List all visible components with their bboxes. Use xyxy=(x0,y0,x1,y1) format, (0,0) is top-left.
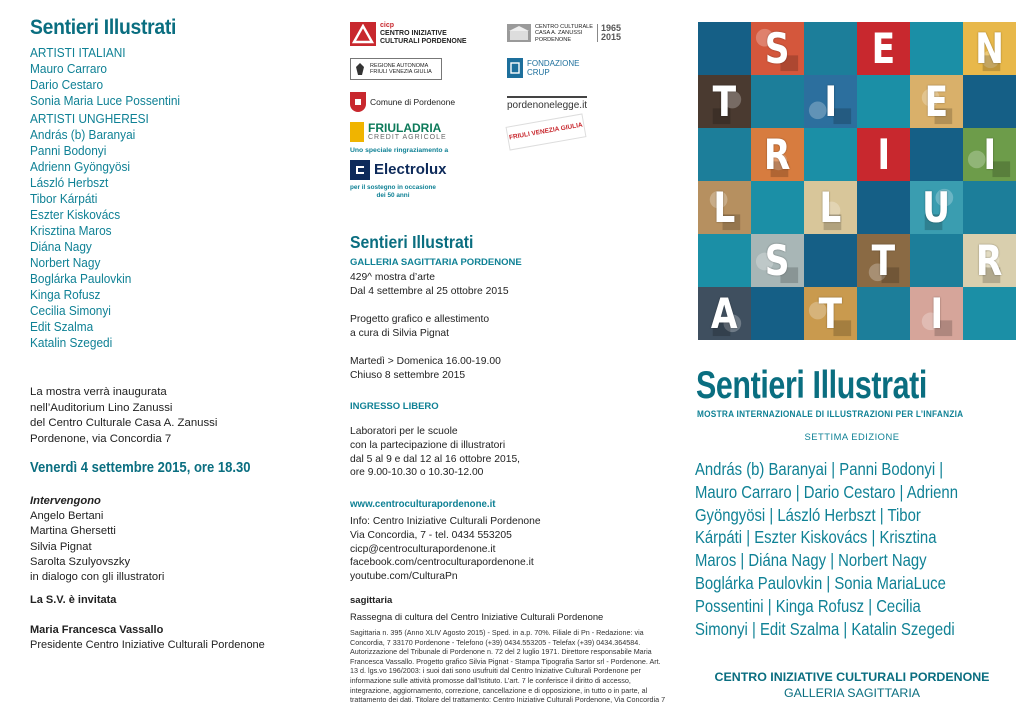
hungarian-artist: Adrienn Gyöngyösi xyxy=(30,160,131,174)
hungarian-artist: Krisztina Maros xyxy=(30,224,112,238)
sagittaria-description: Rassegna di cultura del Centro Iniziative Culturali Pordenone xyxy=(350,611,604,622)
crup-mark-icon xyxy=(507,58,523,78)
grid-letter-tile xyxy=(751,128,804,181)
grid-letter-tile xyxy=(857,234,910,287)
inauguration-text xyxy=(30,385,217,447)
grid-letter: S xyxy=(765,235,790,285)
fondazione-text: FONDAZIONE xyxy=(527,59,580,68)
italian-heading: ARTISTI ITALIANI xyxy=(30,46,126,60)
workshop-line: con la partecipazione di illustratori xyxy=(350,439,506,451)
speaker: Martina Ghersetti xyxy=(30,525,116,538)
grid-tile xyxy=(804,234,857,287)
casa-zanussi-text: CENTRO CULTURALE xyxy=(535,24,594,30)
artist-line: Kárpáti | Eszter Kiskovács | Krisztina xyxy=(695,527,937,548)
grid-tile xyxy=(910,234,963,287)
facebook-link[interactable]: facebook.com/centroculturapordenone.it xyxy=(350,557,534,569)
grid-tile xyxy=(698,234,751,287)
grid-letter: I xyxy=(930,288,943,338)
grid-tile xyxy=(751,75,804,128)
friuladria-mark-icon xyxy=(350,122,364,142)
inauguration-line: nell’Auditorium Lino Zanussi xyxy=(30,401,173,414)
grid-letter: I xyxy=(824,76,837,126)
grid-letter: T xyxy=(871,235,896,285)
grid-letter: T xyxy=(712,76,737,126)
hungarian-artist: Kinga Rofusz xyxy=(30,288,101,302)
youtube-link[interactable]: youtube.com/CulturaPn xyxy=(350,571,458,583)
hungarian-artist: Katalin Szegedi xyxy=(30,336,113,350)
speaker: Angelo Bertani xyxy=(30,510,104,523)
signatory-block xyxy=(30,623,265,653)
cover-subtitle: MOSTRA INTERNAZIONALE DI ILLUSTRAZIONI PER L’INFANZIA xyxy=(697,409,964,420)
grid-letter: N xyxy=(975,23,1004,73)
grid-letter: I xyxy=(983,129,996,179)
casa-zanussi-logo xyxy=(507,24,621,43)
electrolux-note-text: per il sostegno in occasione xyxy=(350,184,436,191)
inauguration-line: del Centro Culturale Casa A. Zanussi xyxy=(30,417,218,430)
grid-letter: R xyxy=(976,235,1003,285)
hungarian-artist: Boglárka Paulovkin xyxy=(30,272,132,286)
edition-label: SETTIMA EDIZIONE xyxy=(804,431,900,442)
grid-tile xyxy=(857,287,910,340)
design-line: a cura di Silvia Pignat xyxy=(350,327,450,339)
artist-line: András (b) Baranyai | Panni Bodonyi | xyxy=(695,459,944,479)
regione-text: REGIONE AUTONOMA xyxy=(370,62,429,69)
workshop-line: dal 5 al 9 e dal 12 al 16 ottobre 2015, xyxy=(350,453,521,465)
grid-letter: E xyxy=(871,23,896,73)
artist-line: Mauro Carraro | Dario Cestaro | Adrienn xyxy=(695,481,958,502)
grid-letter-tile xyxy=(698,181,751,234)
info-line: Via Concordia, 7 - tel. 0434 553205 xyxy=(350,529,512,541)
inauguration-line: La mostra verrà inaugurata xyxy=(30,386,167,398)
email-link[interactable]: cicp@centroculturapordenone.it xyxy=(350,543,496,555)
grid-tile xyxy=(910,22,963,75)
artist-line: Boglárka Paulovkin | Sonia MariaLuce xyxy=(695,572,946,593)
hungarian-artist: László Herbszt xyxy=(30,176,109,190)
anniversary-year: 2015 xyxy=(601,32,622,43)
electrolux-logo xyxy=(350,160,447,180)
hungarian-artist: Norbert Nagy xyxy=(30,256,101,270)
friuladria-logo xyxy=(350,122,447,142)
grid-letter-tile xyxy=(910,287,963,340)
grid-tile xyxy=(751,287,804,340)
grid-letter-tile xyxy=(698,287,751,340)
artist-line: Gyöngyösi | László Herbszt | Tibor xyxy=(695,504,921,525)
hungarian-artist: Panni Bodonyi xyxy=(30,144,107,158)
casa-zanussi-text: PORDENONE xyxy=(535,36,572,43)
electrolux-note xyxy=(350,184,436,199)
speaker: Silvia Pignat xyxy=(30,540,92,553)
hungarian-artist: Eszter Kiskovács xyxy=(30,208,121,222)
grid-tile xyxy=(963,287,1016,340)
grid-letter-tile xyxy=(963,128,1016,181)
sagittaria-label: sagittaria xyxy=(350,595,393,606)
grid-letter: I xyxy=(877,129,890,179)
friuladria-sub: CREDIT AGRICOLE xyxy=(368,133,447,141)
grid-tile xyxy=(751,181,804,234)
cover-artists xyxy=(695,458,1023,640)
grid-tile xyxy=(698,128,751,181)
exhibition-line: Dal 4 settembre al 25 ottobre 2015 xyxy=(350,285,509,297)
grid-letter-tile xyxy=(910,181,963,234)
grid-tile xyxy=(963,75,1016,128)
grid-tile xyxy=(910,128,963,181)
organizer-gallery: GALLERIA SAGITTARIA xyxy=(783,686,921,700)
thanks-text: Uno speciale ringraziamento a xyxy=(350,147,449,154)
cicp-mark-icon xyxy=(350,22,376,46)
grid-letter-tile xyxy=(804,287,857,340)
regione-logo xyxy=(350,58,442,80)
friuladria-text: FRIULADRIA xyxy=(368,120,442,135)
title-letter-grid xyxy=(698,22,1016,338)
grid-tile xyxy=(804,22,857,75)
anniversary-year: 1965 xyxy=(601,23,622,34)
workshop-line: Laboratori per le scuole xyxy=(350,426,458,437)
grid-letter-tile xyxy=(751,234,804,287)
artist-line: Maros | Diána Nagy | Norbert Nagy xyxy=(695,550,927,571)
hours-line: Martedì > Domenica 16.00-19.00 xyxy=(350,356,501,367)
grid-letter-tile xyxy=(698,75,751,128)
legal-text: Sagittaria n. 395 (Anno XLIV Agosto 2015) - Sped. in a.p. 70%. Filiale di Pn - Redazione: via Concordia, 7 33170 Pordenone - Telefono (+39) 0434.553205 - Telefax (+39) 0434.364584. Autorizzazione del Tribunale di Pordenone n. 72 del 2 luglio 1971. Direttore responsabile Maria Francesca Vassallo. Progetto grafico Silvia Pignat - Stampa Tipografia Sartor srl - Pordenone. Art. 13 d. lgs.vo 196/2003: i suoi dati sono usufruiti dal Centro Iniziative Culturali Pordenone per informazione sulle attività promosse dall’Istituto. L’art. 7 le conferisce il diritto di accesso, integrazione, aggiornamento, correzione, cancellazione e di opposizione, in tutto o in parte, al trattamento dei dati. Titolare del trattamento: Centro Iniziative Culturali Pordenone, Via Concordia 7 xyxy=(350,628,666,705)
website-link[interactable]: www.centroculturapordenone.it xyxy=(350,499,496,510)
grid-letter-tile xyxy=(857,128,910,181)
hungarian-artist: Diána Nagy xyxy=(30,240,92,254)
info-line: Info: Centro Iniziative Culturali Pordenone xyxy=(350,516,541,527)
italian-artist: Dario Cestaro xyxy=(30,78,104,92)
artist-line: Possentini | Kinga Rofusz | Cecilia xyxy=(695,595,921,616)
hungarian-artist: András (b) Baranyai xyxy=(30,128,136,142)
signatory-role: Presidente Centro Iniziative Culturali Pordenone xyxy=(30,639,265,651)
middle-panel xyxy=(350,0,680,725)
comune-text: Comune di Pordenone xyxy=(370,97,456,107)
cicp-text: CULTURALI PORDENONE xyxy=(380,38,467,45)
thanks-note xyxy=(350,147,448,155)
grid-tile xyxy=(857,181,910,234)
gallery-name: GALLERIA SAGITTARIA PORDENONE xyxy=(350,257,522,268)
fvg-logo xyxy=(507,120,585,144)
grid-letter: S xyxy=(765,23,790,73)
grid-tile xyxy=(963,181,1016,234)
cover-title: Sentieri Illustrati xyxy=(696,364,927,407)
fondazione-crup-logo xyxy=(507,58,579,78)
electrolux-text: Electrolux xyxy=(374,161,447,178)
grid-tile xyxy=(857,75,910,128)
free-entry: INGRESSO LIBERO xyxy=(350,401,439,412)
electrolux-mark-icon xyxy=(350,160,370,180)
grid-letter: L xyxy=(819,182,842,232)
grid-letter-tile xyxy=(804,75,857,128)
shield-icon xyxy=(350,92,366,112)
speakers-label: Intervengono xyxy=(30,495,101,507)
right-panel xyxy=(680,0,1024,725)
organizer-name: CENTRO INIZIATIVE CULTURALI PORDENONE xyxy=(714,670,990,684)
grid-letter-tile xyxy=(804,181,857,234)
hours-line: Chiuso 8 settembre 2015 xyxy=(350,369,466,381)
cicp-text: cicp xyxy=(380,22,395,29)
speakers-block xyxy=(30,494,164,585)
speaker: in dialogo con gli illustratori xyxy=(30,571,165,584)
design-line: Progetto grafico e allestimento xyxy=(350,314,490,325)
eagle-icon xyxy=(354,62,366,76)
fvg-text: FRIULI VENEZIA GIULIA xyxy=(506,113,587,150)
building-icon xyxy=(507,24,531,42)
italian-artist: Sonia Maria Luce Possentini xyxy=(30,94,181,108)
grid-letter-tile xyxy=(910,75,963,128)
italian-artist: Mauro Carraro xyxy=(30,62,107,76)
comune-logo xyxy=(350,92,455,112)
hungarian-artist: Tibor Kárpáti xyxy=(30,192,98,206)
casa-zanussi-text: CASA A. ZANUSSI xyxy=(535,30,583,37)
opening-hours xyxy=(350,355,501,383)
middle-title: Sentieri Illustrati xyxy=(350,232,474,252)
workshops xyxy=(350,425,520,480)
invitation-note: La S.V. è invitata xyxy=(30,594,117,606)
grid-tile xyxy=(698,22,751,75)
hungarian-artist: Edit Szalma xyxy=(30,320,94,334)
design-credit xyxy=(350,313,489,341)
grid-letter: T xyxy=(818,288,843,338)
exhibition-dates xyxy=(350,271,509,299)
grid-letter-tile xyxy=(963,22,1016,75)
cicp-text: CENTRO INIZIATIVE xyxy=(380,30,447,37)
regione-text: FRIULI VENEZIA GIULIA xyxy=(370,69,432,75)
speaker: Sarolta Szulyovszky xyxy=(30,555,131,568)
grid-letter-tile xyxy=(751,22,804,75)
workshop-line: ore 9.00-10.30 o 10.30-12.00 xyxy=(350,467,484,479)
grid-letter: U xyxy=(922,182,951,232)
opening-date: Venerdì 4 settembre 2015, ore 18.30 xyxy=(30,460,251,476)
grid-letter: A xyxy=(711,288,738,338)
inauguration-line: Pordenone, via Concordia 7 xyxy=(30,432,172,445)
contact-info xyxy=(350,515,541,584)
exhibition-line: 429^ mostra d’arte xyxy=(350,272,435,283)
grid-letter: R xyxy=(764,129,791,179)
signatory-name: Maria Francesca Vassallo xyxy=(30,624,164,636)
grid-letter-tile xyxy=(857,22,910,75)
pordenonelegge-logo xyxy=(507,96,587,111)
cicp-logo xyxy=(350,22,467,46)
left-panel xyxy=(30,0,330,725)
grid-letter: E xyxy=(924,76,949,126)
left-title: Sentieri Illustrati xyxy=(30,16,177,39)
pordenonelegge-text: pordenonelegge.it xyxy=(507,96,587,111)
hungarian-artist: Cecilia Simonyi xyxy=(30,304,111,318)
electrolux-note-text: dei 50 anni xyxy=(376,191,410,199)
artists-list xyxy=(30,45,330,351)
grid-letter: L xyxy=(713,182,736,232)
hungarian-heading: ARTISTI UNGHERESI xyxy=(30,112,149,126)
grid-tile xyxy=(804,128,857,181)
fondazione-text: CRUP xyxy=(527,68,550,77)
artist-line: Simonyi | Edit Szalma | Katalin Szegedi xyxy=(695,618,955,639)
grid-letter-tile xyxy=(963,234,1016,287)
